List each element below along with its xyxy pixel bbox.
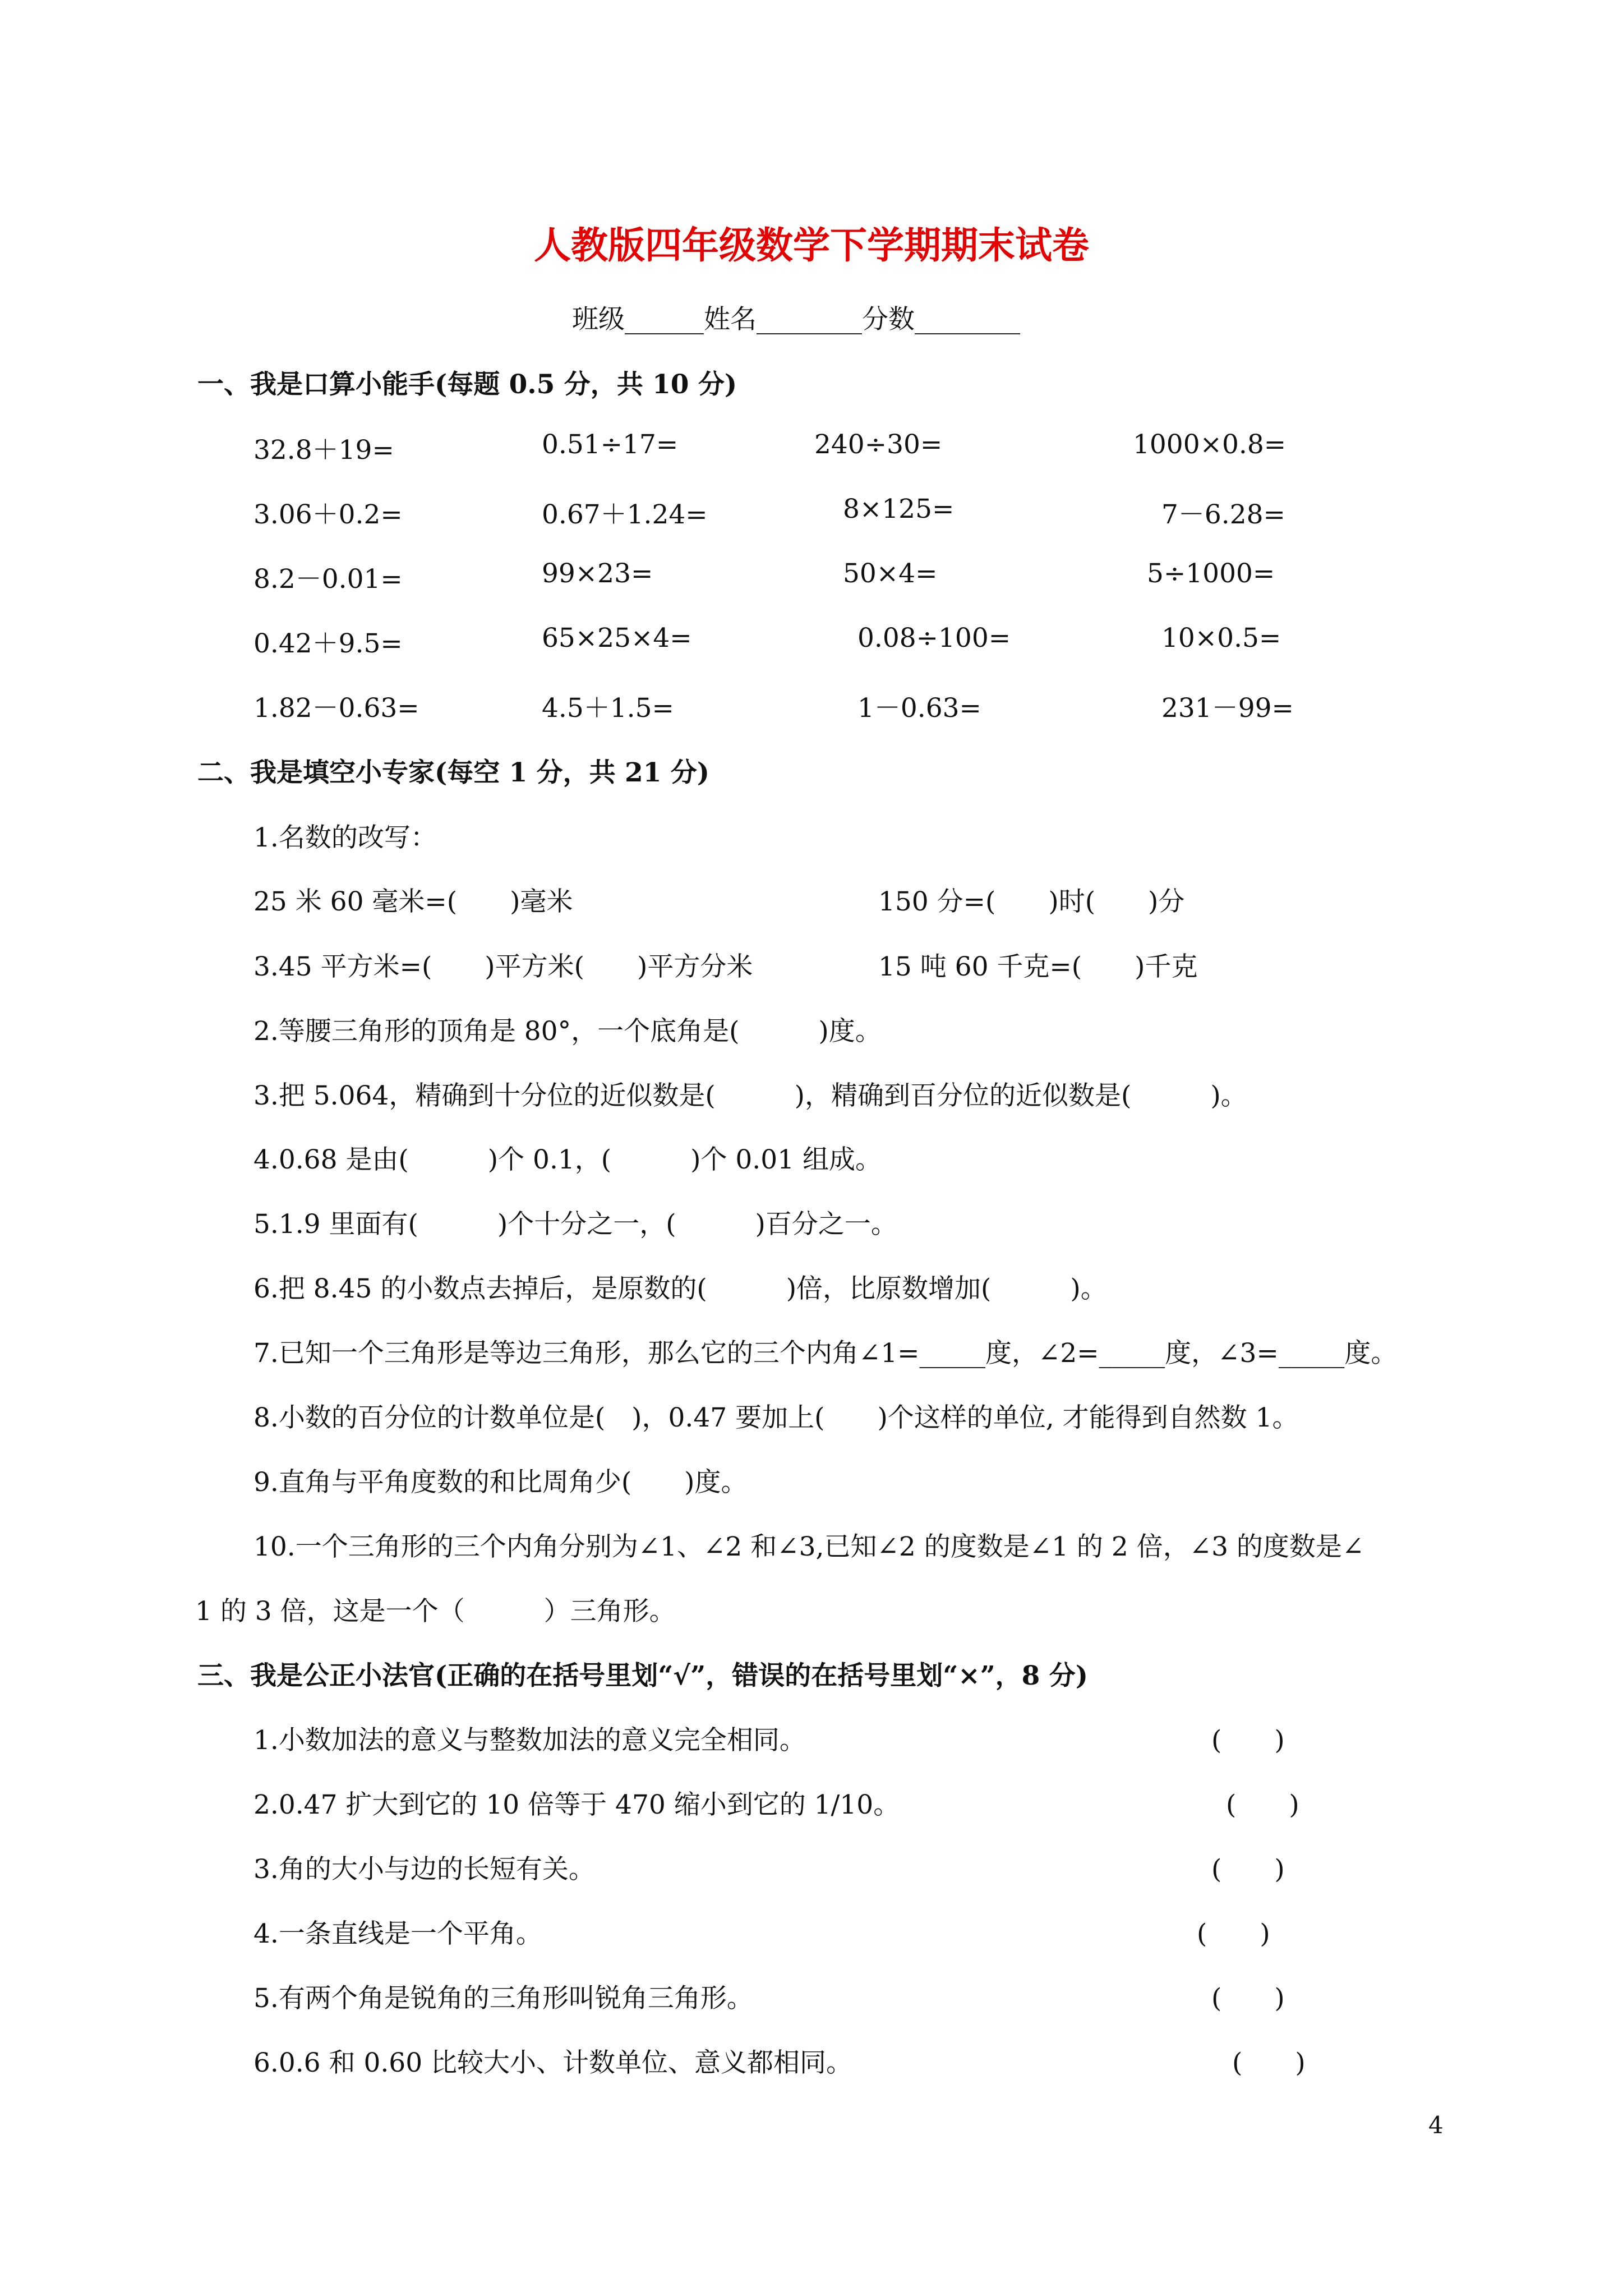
calc-item: 1000×0.8= [1133, 429, 1287, 460]
calc-item: 65×25×4= [542, 623, 692, 654]
question-4: 4.0.68 是由( )个 0.1，( )个 0.01 组成。 [253, 1144, 882, 1175]
question-1c: 3.45 平方米=( )平方米( )平方分米 [253, 951, 753, 982]
judge-item: 5.有两个角是锐角的三角形叫锐角三角形。 [253, 1983, 753, 2014]
calc-item: 0.51÷17= [542, 429, 679, 460]
question-1a: 25 米 60 毫米=( )毫米 [253, 886, 573, 917]
calc-item: 1.82－0.63= [253, 693, 419, 724]
answer-bracket: ( ) [1226, 1789, 1299, 1820]
section2-heading: 二、我是填空小专家(每空 1 分，共 21 分) [197, 757, 710, 788]
question-1: 1.名数的改写： [253, 822, 437, 853]
calc-item: 3.06＋0.2= [253, 499, 403, 530]
calc-item: 0.42＋9.5= [253, 628, 403, 659]
calc-item: 5÷1000= [1147, 558, 1275, 589]
calc-item: 50×4= [843, 558, 938, 589]
question-8: 8.小数的百分位的计数单位是( )，0.47 要加上( )个这样的单位, 才能得到自然数 1。 [253, 1402, 1299, 1433]
section1-heading: 一、我是口算小能手(每题 0.5 分，共 10 分) [197, 369, 737, 400]
question-3: 3.把 5.064，精确到十分位的近似数是( )，精确到百分位的近似数是( )。 [253, 1080, 1247, 1111]
question-1b: 150 分=( )时( )分 [878, 886, 1185, 917]
answer-bracket: ( ) [1211, 1983, 1285, 2014]
answer-bracket: ( ) [1197, 1918, 1270, 1949]
calc-item: 231－99= [1161, 693, 1294, 724]
calc-item: 0.67＋1.24= [542, 499, 708, 530]
question-1d: 15 吨 60 千克=( )千克 [878, 951, 1198, 982]
calc-item: 4.5＋1.5= [542, 693, 674, 724]
question-10-line2: 1 的 3 倍，这是一个（ ）三角形。 [195, 1596, 676, 1627]
calc-item: 99×23= [542, 558, 653, 589]
student-info-line: 班级______姓名________分数________ [572, 304, 1020, 335]
calc-item: 1－0.63= [857, 693, 981, 724]
calc-item: 7－6.28= [1161, 499, 1285, 530]
question-5: 5.1.9 里面有( )个十分之一，( )百分之一。 [253, 1209, 897, 1240]
judge-item: 1.小数加法的意义与整数加法的意义完全相同。 [253, 1725, 806, 1756]
judge-item: 2.0.47 扩大到它的 10 倍等于 470 缩小到它的 1/10。 [253, 1789, 900, 1820]
question-9: 9.直角与平角度数的和比周角少( )度。 [253, 1467, 748, 1498]
page-title: 人教版四年级数学下学期期末试卷 [534, 223, 1089, 267]
section3-heading: 三、我是公正小法官(正确的在括号里划“√”，错误的在括号里划“×”，8 分) [197, 1660, 1088, 1691]
judge-item: 6.0.6 和 0.60 比较大小、计数单位、意义都相同。 [253, 2047, 853, 2078]
question-2: 2.等腰三角形的顶角是 80°，一个底角是( )度。 [253, 1016, 882, 1047]
judge-item: 4.一条直线是一个平角。 [253, 1918, 542, 1949]
answer-bracket: ( ) [1211, 1854, 1285, 1885]
calc-item: 8.2－0.01= [253, 564, 403, 595]
judge-item: 3.角的大小与边的长短有关。 [253, 1854, 595, 1885]
answer-bracket: ( ) [1211, 1725, 1285, 1756]
question-7: 7.已知一个三角形是等边三角形，那么它的三个内角∠1=_____度，∠2=_____度，∠3=_____度。 [253, 1338, 1398, 1369]
calc-item: 32.8＋19= [253, 435, 394, 466]
calc-item: 8×125= [843, 494, 955, 524]
calc-item: 10×0.5= [1161, 623, 1281, 654]
question-10-line1: 10.一个三角形的三个内角分别为∠1、∠2 和∠3,已知∠2 的度数是∠1 的 2 倍，∠3 的度数是∠ [253, 1531, 1364, 1562]
question-6: 6.把 8.45 的小数点去掉后，是原数的( )倍，比原数增加( )。 [253, 1273, 1107, 1304]
page-number: 4 [1428, 2111, 1444, 2139]
calc-item: 240÷30= [814, 429, 943, 460]
answer-bracket: ( ) [1232, 2047, 1306, 2078]
calc-item: 0.08÷100= [857, 623, 1011, 654]
